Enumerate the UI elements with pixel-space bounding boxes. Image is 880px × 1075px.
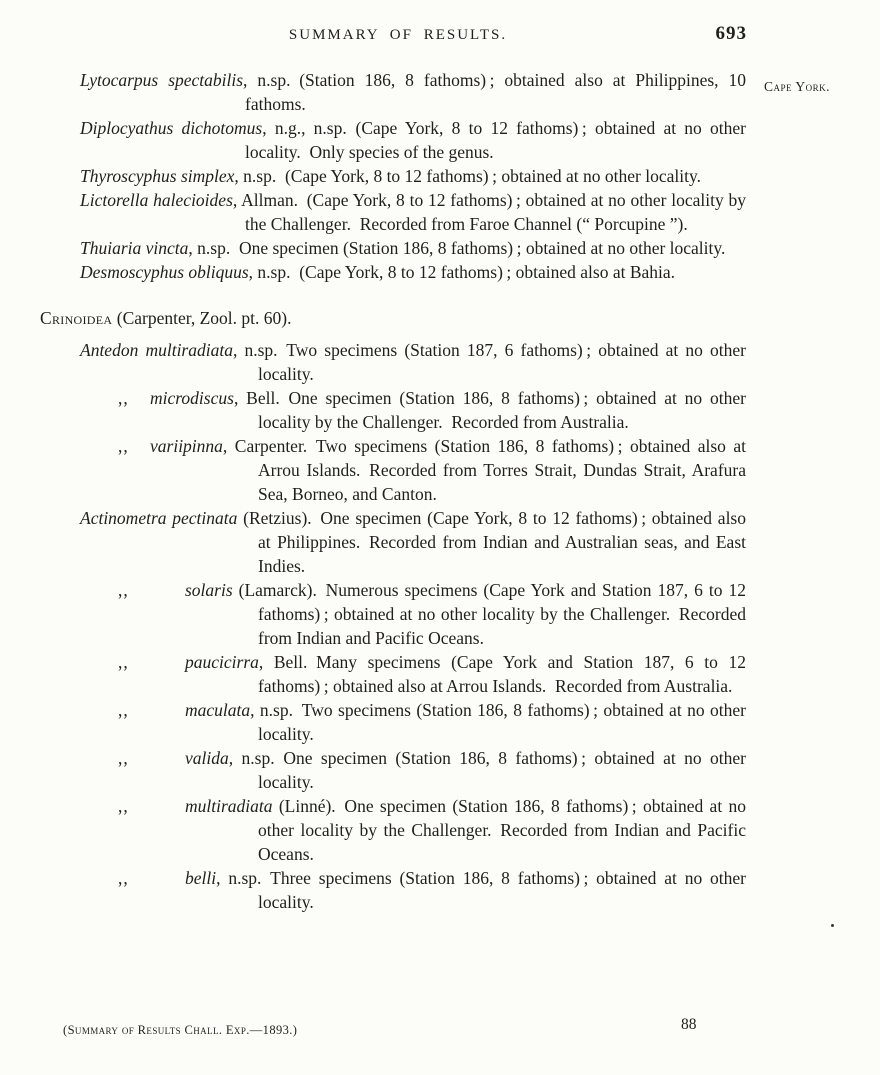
footer-sheet-number: 88	[681, 1016, 697, 1033]
species-name: Actinometra pectinata	[80, 508, 238, 528]
species-entry	[80, 260, 746, 284]
species-entry	[80, 866, 746, 914]
species-name: Thuiaria vincta	[80, 238, 189, 258]
ditto-mark: ,,	[118, 748, 129, 768]
entry-description: (Linné). One specimen (Station 186, 8 fathoms) ; obtained at no other locality by the Challenger. Recorded from Indian and Pacific Oceans.	[258, 796, 746, 864]
ditto-mark: ,,	[118, 580, 129, 600]
species-entry	[80, 506, 746, 578]
entry-list	[40, 68, 747, 914]
species-entry	[80, 386, 746, 434]
entry-description: , n.sp. One specimen (Station 186, 8 fathoms) ; obtained at no other locality.	[188, 238, 726, 258]
species-entry	[80, 164, 746, 188]
entry-description: , Carpenter. Two specimens (Station 186, 8 fathoms) ; obtained also at Arrou Islands. Recorded from Torres Strait, Dundas Strait, Arafura Sea, Borneo, and Canton.	[222, 436, 746, 504]
species-entry	[80, 236, 746, 260]
entry-description: (Lamarck). Numerous specimens (Cape York and Station 187, 6 to 12 fathoms) ; obtained at no other locality by the Challenger. Recorded from Indian and Pacific Oceans.	[232, 580, 746, 648]
ditto-mark: ,,	[118, 652, 129, 672]
species-entry	[80, 338, 746, 386]
entry-description: , n.sp. (Cape York, 8 to 12 fathoms) ; obtained also at Bahia.	[248, 262, 676, 282]
entry-description: , n.sp. (Station 186, 8 fathoms) ; obtained also at Philippines, 10 fathoms.	[243, 70, 746, 114]
entry-description: , n.sp. One specimen (Station 186, 8 fathoms) ; obtained at no other locality.	[228, 748, 746, 792]
entry-description: , n.sp. Two specimens (Station 186, 8 fathoms) ; obtained at no other locality.	[250, 700, 746, 744]
species-name: multiradiata	[185, 796, 273, 816]
entry-description: , Bell. One specimen (Station 186, 8 fathoms) ; obtained at no other locality by the Challenger. Recorded from Australia.	[233, 388, 746, 432]
margin-note-cape-york: Cape York.	[764, 79, 831, 94]
section-heading-crinoidea	[40, 306, 746, 330]
entry-description: , n.sp. (Cape York, 8 to 12 fathoms) ; obtained at no other locality.	[234, 166, 701, 186]
species-entry	[80, 698, 746, 746]
species-name: solaris	[185, 580, 233, 600]
species-entry	[80, 68, 746, 116]
species-entry	[80, 434, 746, 506]
species-name: Antedon multiradiata	[80, 340, 233, 360]
species-entry	[80, 746, 746, 794]
species-entry	[80, 578, 746, 650]
entry-description: , Bell. Many specimens (Cape York and Station 187, 6 to 12 fathoms) ; obtained also at Arrou Islands. Recorded from Australia.	[258, 652, 746, 696]
species-name: variipinna	[150, 436, 223, 456]
species-name: Thyroscyphus simplex	[80, 166, 235, 186]
species-name: valida	[185, 748, 229, 768]
species-name: belli	[185, 868, 217, 888]
ditto-mark: ,,	[118, 868, 129, 888]
species-name: Lictorella halecioides	[80, 190, 233, 210]
species-entry	[80, 188, 746, 236]
species-entry	[80, 650, 746, 698]
entry-description: , Allman. (Cape York, 8 to 12 fathoms) ; obtained at no other locality by the Challenger. Recorded from Faroe Channel (“ Porcupine ”).	[232, 190, 747, 234]
ditto-mark: ,,	[118, 796, 129, 816]
ditto-mark: ,,	[118, 436, 129, 456]
entry-description: (Retzius). One specimen (Cape York, 8 to 12 fathoms) ; obtained also at Philippines. Recorded from Indian and Australian seas, and East Indies.	[237, 508, 746, 576]
section-heading-rest: (Carpenter, Zool. pt. 60).	[112, 308, 292, 328]
species-name: paucicirra	[185, 652, 259, 672]
species-name: Lytocarpus spectabilis	[80, 70, 244, 90]
entry-description: , n.g., n.sp. (Cape York, 8 to 12 fathoms) ; obtained at no other locality. Only species of the genus.	[245, 118, 746, 162]
running-header-title: SUMMARY OF RESULTS.	[288, 27, 508, 43]
species-name: microdiscus	[150, 388, 234, 408]
page-number: 693	[715, 23, 747, 44]
species-entry	[80, 116, 746, 164]
species-name: Diplocyathus dichotomus	[80, 118, 263, 138]
entry-description: , n.sp. Two specimens (Station 187, 6 fathoms) ; obtained at no other locality.	[232, 340, 746, 384]
ditto-mark: ,,	[118, 388, 129, 408]
species-name: Desmoscyphus obliquus	[80, 262, 249, 282]
ditto-mark: ,,	[118, 700, 129, 720]
ink-speck	[831, 924, 834, 927]
footer-signature: (Summary of Results Chall. Exp.—1893.)	[63, 1023, 298, 1037]
species-entry	[80, 794, 746, 866]
section-heading-name: Crinoidea	[40, 308, 113, 328]
entry-description: , n.sp. Three specimens (Station 186, 8 fathoms) ; obtained at no other locality.	[216, 868, 746, 912]
species-name: maculata	[185, 700, 251, 720]
